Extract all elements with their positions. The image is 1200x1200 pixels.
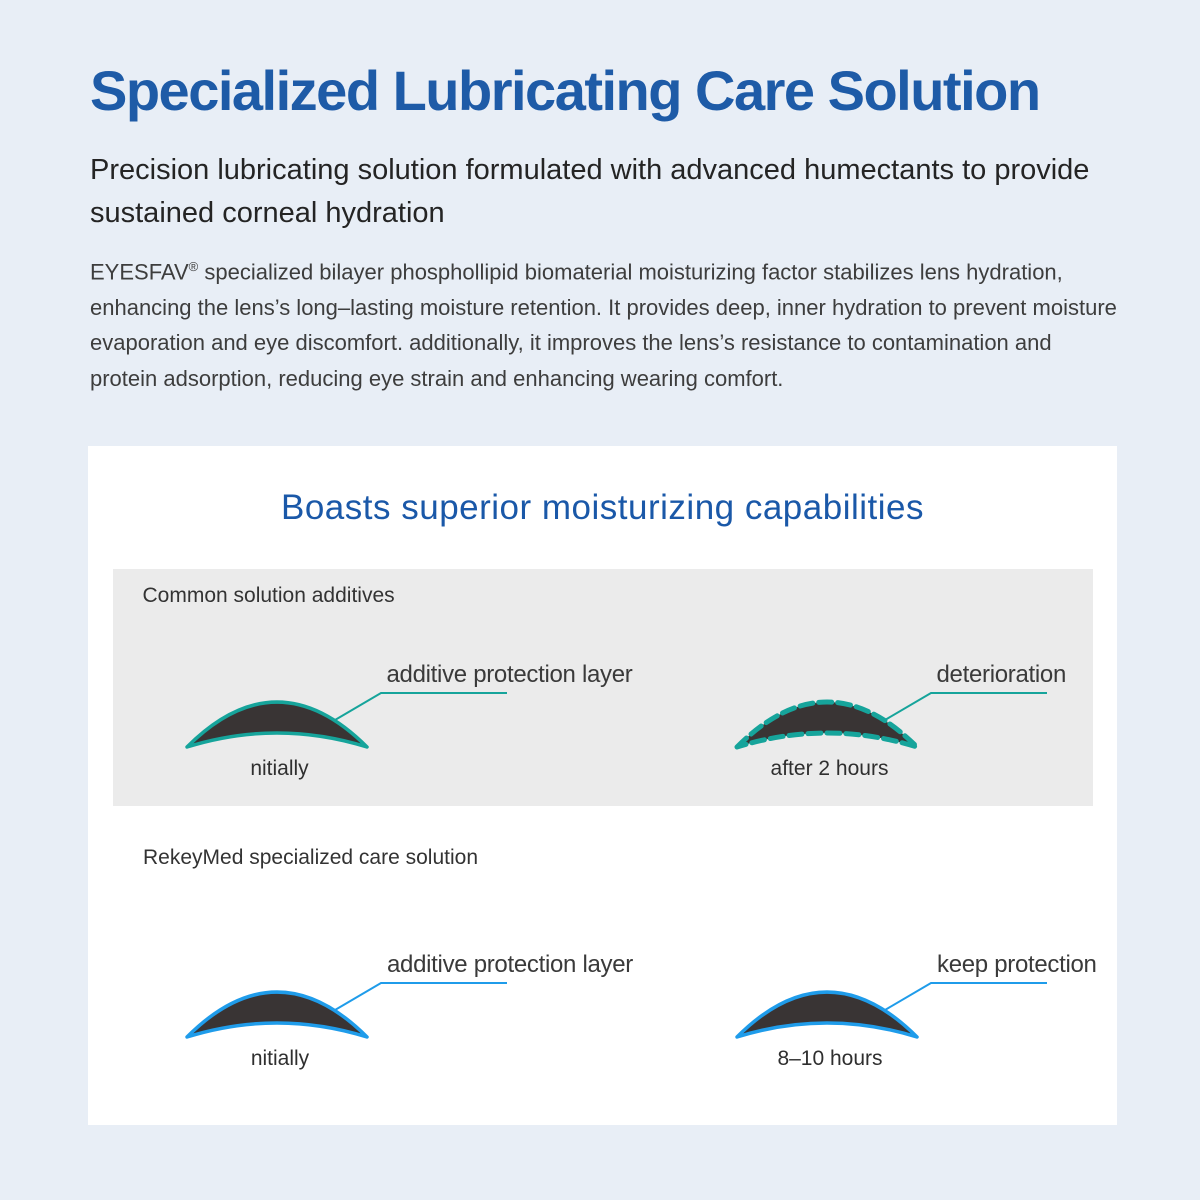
- registered-mark: ®: [188, 259, 199, 274]
- figure-caption: nitially: [250, 757, 309, 781]
- lens-shape-deteriorated: [737, 702, 917, 747]
- common-figure-row: [175, 661, 1118, 791]
- brand-name: EYESFAV: [90, 259, 189, 285]
- figure-caption: 8–10 hours: [777, 1047, 883, 1071]
- lens-shape: [187, 992, 367, 1037]
- figure-caption: after 2 hours: [770, 757, 889, 781]
- intro-paragraph: [90, 249, 1118, 396]
- figure-label: additive protection layer: [386, 661, 633, 689]
- page-subtitle: Precision lubricating solution formulated with advanced humectants to provide sustained corneal hydration: [90, 154, 1090, 229]
- page-title: Specialized Lubricating Care Solution: [90, 59, 1040, 122]
- figure-label: deterioration: [936, 661, 1067, 689]
- figure-specialized-initial: [175, 951, 655, 1081]
- leader-line: [335, 983, 507, 1010]
- leader-line: [885, 983, 1047, 1010]
- leader-line: [885, 693, 1047, 720]
- lens-shape: [187, 702, 367, 747]
- intro-paragraph-text: specialized bilayer phosphollipid biomaterial moisturizing factor stabilizes lens hydration, enhancing the lens’s long–lasting moisture retention. It provides deep, inner hydration to prevent moisture evaporation and eye discomfort. additionally, it improves the lens’s resistance to contamination and protein adsorption, reducing eye strain and enhancing wearing comfort.: [90, 259, 1117, 391]
- figure-common-initial: [175, 661, 655, 791]
- figure-label: additive protection layer: [387, 951, 633, 979]
- specialized-section-label: RekeyMed specialized care solution: [143, 846, 479, 870]
- comparison-card: [88, 446, 1117, 1125]
- leader-line: [335, 693, 507, 720]
- intro-section: [90, 58, 1117, 396]
- figure-specialized-8-10-hours: [725, 951, 1117, 1081]
- figure-caption: nitially: [250, 1047, 310, 1071]
- common-additives-panel: [113, 569, 1093, 806]
- figure-common-after-2-hours: [725, 661, 1118, 791]
- common-panel-label: Common solution additives: [142, 584, 395, 608]
- lens-shape: [737, 992, 917, 1037]
- figure-label: keep protection: [937, 951, 1097, 979]
- card-heading: Boasts superior moisturizing capabilities: [281, 488, 924, 528]
- specialized-figure-row: [175, 951, 1117, 1081]
